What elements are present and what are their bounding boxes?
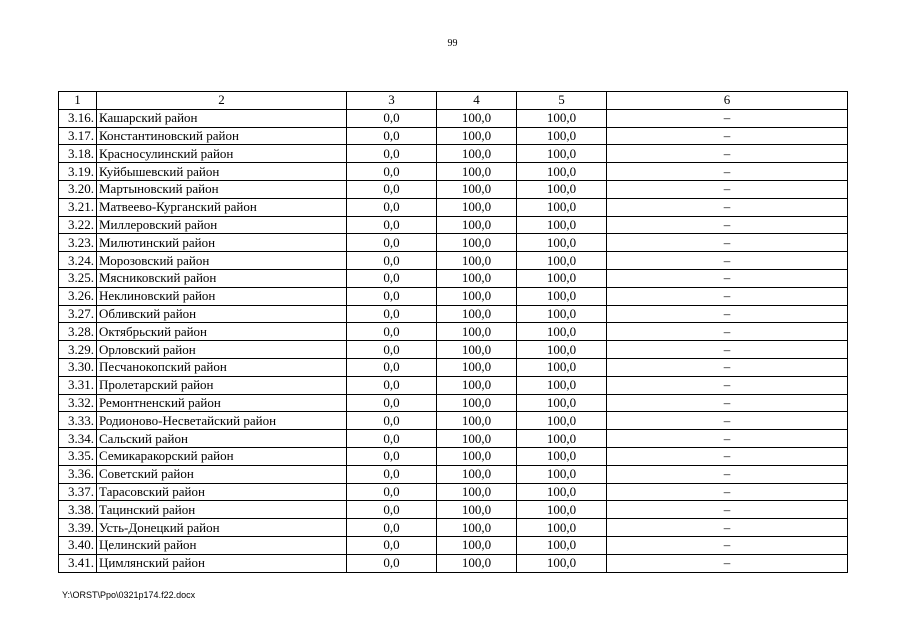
column-6-cell: – <box>607 323 848 341</box>
column-5-cell: 100,0 <box>517 109 607 127</box>
row-number-cell: 3.34. <box>59 430 97 448</box>
column-4-cell: 100,0 <box>437 180 517 198</box>
table-row <box>59 376 848 394</box>
table-row <box>59 536 848 554</box>
column-3-cell: 0,0 <box>347 269 437 287</box>
column-6-cell: – <box>607 376 848 394</box>
column-5-cell: 100,0 <box>517 305 607 323</box>
table-row <box>59 447 848 465</box>
column-5-cell: 100,0 <box>517 358 607 376</box>
district-name-cell: Морозовский район <box>97 252 347 270</box>
column-4-cell: 100,0 <box>437 109 517 127</box>
column-5-cell: 100,0 <box>517 127 607 145</box>
district-name-cell: Целинский район <box>97 536 347 554</box>
column-3-cell: 0,0 <box>347 145 437 163</box>
page-number: 99 <box>447 38 458 49</box>
column-6-cell: – <box>607 465 848 483</box>
header-col-2: 2 <box>97 92 347 110</box>
row-number-cell: 3.16. <box>59 109 97 127</box>
district-name-cell: Миллеровский район <box>97 216 347 234</box>
column-6-cell: – <box>607 501 848 519</box>
column-3-cell: 0,0 <box>347 287 437 305</box>
row-number-cell: 3.35. <box>59 447 97 465</box>
column-4-cell: 100,0 <box>437 234 517 252</box>
table-row <box>59 163 848 181</box>
column-4-cell: 100,0 <box>437 341 517 359</box>
row-number-cell: 3.17. <box>59 127 97 145</box>
column-5-cell: 100,0 <box>517 554 607 572</box>
column-6-cell: – <box>607 519 848 537</box>
column-5-cell: 100,0 <box>517 287 607 305</box>
column-5-cell: 100,0 <box>517 447 607 465</box>
district-name-cell: Кашарский район <box>97 109 347 127</box>
column-6-cell: – <box>607 447 848 465</box>
column-6-cell: – <box>607 394 848 412</box>
table-row <box>59 519 848 537</box>
column-6-cell: – <box>607 127 848 145</box>
header-col-1: 1 <box>59 92 97 110</box>
header-col-3: 3 <box>347 92 437 110</box>
column-4-cell: 100,0 <box>437 198 517 216</box>
column-6-cell: – <box>607 145 848 163</box>
header-col-4: 4 <box>437 92 517 110</box>
column-3-cell: 0,0 <box>347 127 437 145</box>
column-4-cell: 100,0 <box>437 554 517 572</box>
column-6-cell: – <box>607 163 848 181</box>
column-5-cell: 100,0 <box>517 394 607 412</box>
column-6-cell: – <box>607 287 848 305</box>
table-row <box>59 305 848 323</box>
district-name-cell: Ремонтненский район <box>97 394 347 412</box>
table-row <box>59 252 848 270</box>
district-name-cell: Орловский район <box>97 341 347 359</box>
column-5-cell: 100,0 <box>517 180 607 198</box>
column-6-cell: – <box>607 269 848 287</box>
column-5-cell: 100,0 <box>517 252 607 270</box>
column-4-cell: 100,0 <box>437 163 517 181</box>
table-row <box>59 554 848 572</box>
district-name-cell: Советский район <box>97 465 347 483</box>
column-5-cell: 100,0 <box>517 323 607 341</box>
column-5-cell: 100,0 <box>517 501 607 519</box>
column-6-cell: – <box>607 109 848 127</box>
row-number-cell: 3.37. <box>59 483 97 501</box>
row-number-cell: 3.20. <box>59 180 97 198</box>
column-6-cell: – <box>607 554 848 572</box>
column-6-cell: – <box>607 430 848 448</box>
table-row <box>59 430 848 448</box>
column-5-cell: 100,0 <box>517 430 607 448</box>
column-4-cell: 100,0 <box>437 430 517 448</box>
column-4-cell: 100,0 <box>437 252 517 270</box>
row-number-cell: 3.28. <box>59 323 97 341</box>
column-3-cell: 0,0 <box>347 234 437 252</box>
column-4-cell: 100,0 <box>437 501 517 519</box>
district-name-cell: Константиновский район <box>97 127 347 145</box>
district-name-cell: Мартыновский район <box>97 180 347 198</box>
district-name-cell: Усть-Донецкий район <box>97 519 347 537</box>
column-4-cell: 100,0 <box>437 465 517 483</box>
district-name-cell: Песчанокопский район <box>97 358 347 376</box>
district-name-cell: Родионово-Несветайский район <box>97 412 347 430</box>
district-name-cell: Сальский район <box>97 430 347 448</box>
column-4-cell: 100,0 <box>437 287 517 305</box>
table-row <box>59 483 848 501</box>
column-4-cell: 100,0 <box>437 376 517 394</box>
column-4-cell: 100,0 <box>437 394 517 412</box>
row-number-cell: 3.39. <box>59 519 97 537</box>
table-row <box>59 109 848 127</box>
column-6-cell: – <box>607 252 848 270</box>
table-row <box>59 501 848 519</box>
column-5-cell: 100,0 <box>517 234 607 252</box>
district-name-cell: Мясниковский район <box>97 269 347 287</box>
district-name-cell: Красносулинский район <box>97 145 347 163</box>
column-5-cell: 100,0 <box>517 376 607 394</box>
district-name-cell: Милютинский район <box>97 234 347 252</box>
column-3-cell: 0,0 <box>347 323 437 341</box>
table-row <box>59 127 848 145</box>
data-table <box>58 91 848 573</box>
column-4-cell: 100,0 <box>437 536 517 554</box>
column-3-cell: 0,0 <box>347 216 437 234</box>
column-5-cell: 100,0 <box>517 519 607 537</box>
district-name-cell: Обливский район <box>97 305 347 323</box>
row-number-cell: 3.22. <box>59 216 97 234</box>
column-3-cell: 0,0 <box>347 358 437 376</box>
district-name-cell: Семикаракорский район <box>97 447 347 465</box>
row-number-cell: 3.32. <box>59 394 97 412</box>
column-4-cell: 100,0 <box>437 483 517 501</box>
table-row <box>59 269 848 287</box>
district-name-cell: Цимлянский район <box>97 554 347 572</box>
district-name-cell: Октябрьский район <box>97 323 347 341</box>
column-5-cell: 100,0 <box>517 341 607 359</box>
column-3-cell: 0,0 <box>347 519 437 537</box>
row-number-cell: 3.27. <box>59 305 97 323</box>
row-number-cell: 3.26. <box>59 287 97 305</box>
district-name-cell: Матвеево-Курганский район <box>97 198 347 216</box>
table-row <box>59 180 848 198</box>
column-4-cell: 100,0 <box>437 447 517 465</box>
column-3-cell: 0,0 <box>347 305 437 323</box>
row-number-cell: 3.40. <box>59 536 97 554</box>
column-6-cell: – <box>607 234 848 252</box>
row-number-cell: 3.36. <box>59 465 97 483</box>
column-3-cell: 0,0 <box>347 447 437 465</box>
column-6-cell: – <box>607 198 848 216</box>
row-number-cell: 3.21. <box>59 198 97 216</box>
table-row <box>59 234 848 252</box>
column-3-cell: 0,0 <box>347 376 437 394</box>
column-3-cell: 0,0 <box>347 163 437 181</box>
column-6-cell: – <box>607 216 848 234</box>
column-3-cell: 0,0 <box>347 198 437 216</box>
table-row <box>59 341 848 359</box>
row-number-cell: 3.41. <box>59 554 97 572</box>
column-6-cell: – <box>607 536 848 554</box>
column-3-cell: 0,0 <box>347 109 437 127</box>
column-3-cell: 0,0 <box>347 465 437 483</box>
column-5-cell: 100,0 <box>517 465 607 483</box>
column-3-cell: 0,0 <box>347 412 437 430</box>
table-row <box>59 465 848 483</box>
column-5-cell: 100,0 <box>517 145 607 163</box>
table-row <box>59 198 848 216</box>
column-5-cell: 100,0 <box>517 163 607 181</box>
row-number-cell: 3.19. <box>59 163 97 181</box>
column-3-cell: 0,0 <box>347 554 437 572</box>
row-number-cell: 3.38. <box>59 501 97 519</box>
column-5-cell: 100,0 <box>517 216 607 234</box>
district-name-cell: Тацинский район <box>97 501 347 519</box>
table-row <box>59 145 848 163</box>
footer-file-path: Y:\ORST\Ppo\0321p174.f22.docx <box>62 590 196 600</box>
header-col-6: 6 <box>607 92 848 110</box>
column-5-cell: 100,0 <box>517 412 607 430</box>
column-3-cell: 0,0 <box>347 483 437 501</box>
column-5-cell: 100,0 <box>517 269 607 287</box>
table-row <box>59 358 848 376</box>
table-row <box>59 323 848 341</box>
row-number-cell: 3.33. <box>59 412 97 430</box>
column-5-cell: 100,0 <box>517 198 607 216</box>
column-6-cell: – <box>607 305 848 323</box>
column-5-cell: 100,0 <box>517 536 607 554</box>
column-4-cell: 100,0 <box>437 145 517 163</box>
column-4-cell: 100,0 <box>437 519 517 537</box>
column-6-cell: – <box>607 483 848 501</box>
column-4-cell: 100,0 <box>437 412 517 430</box>
column-3-cell: 0,0 <box>347 501 437 519</box>
column-6-cell: – <box>607 412 848 430</box>
row-number-cell: 3.23. <box>59 234 97 252</box>
district-name-cell: Куйбышевский район <box>97 163 347 181</box>
column-3-cell: 0,0 <box>347 252 437 270</box>
column-3-cell: 0,0 <box>347 341 437 359</box>
column-6-cell: – <box>607 358 848 376</box>
row-number-cell: 3.18. <box>59 145 97 163</box>
column-6-cell: – <box>607 180 848 198</box>
column-3-cell: 0,0 <box>347 394 437 412</box>
column-3-cell: 0,0 <box>347 430 437 448</box>
district-name-cell: Тарасовский район <box>97 483 347 501</box>
column-5-cell: 100,0 <box>517 483 607 501</box>
column-4-cell: 100,0 <box>437 305 517 323</box>
row-number-cell: 3.30. <box>59 358 97 376</box>
district-name-cell: Неклиновский район <box>97 287 347 305</box>
table-row <box>59 216 848 234</box>
table-row <box>59 394 848 412</box>
table-row <box>59 412 848 430</box>
column-4-cell: 100,0 <box>437 358 517 376</box>
column-6-cell: – <box>607 341 848 359</box>
column-4-cell: 100,0 <box>437 269 517 287</box>
column-4-cell: 100,0 <box>437 216 517 234</box>
table-body <box>59 109 848 572</box>
row-number-cell: 3.29. <box>59 341 97 359</box>
column-4-cell: 100,0 <box>437 127 517 145</box>
header-col-5: 5 <box>517 92 607 110</box>
row-number-cell: 3.31. <box>59 376 97 394</box>
row-number-cell: 3.24. <box>59 252 97 270</box>
column-3-cell: 0,0 <box>347 536 437 554</box>
district-name-cell: Пролетарский район <box>97 376 347 394</box>
column-4-cell: 100,0 <box>437 323 517 341</box>
table-row <box>59 287 848 305</box>
table-header-row <box>59 92 848 110</box>
row-number-cell: 3.25. <box>59 269 97 287</box>
column-3-cell: 0,0 <box>347 180 437 198</box>
